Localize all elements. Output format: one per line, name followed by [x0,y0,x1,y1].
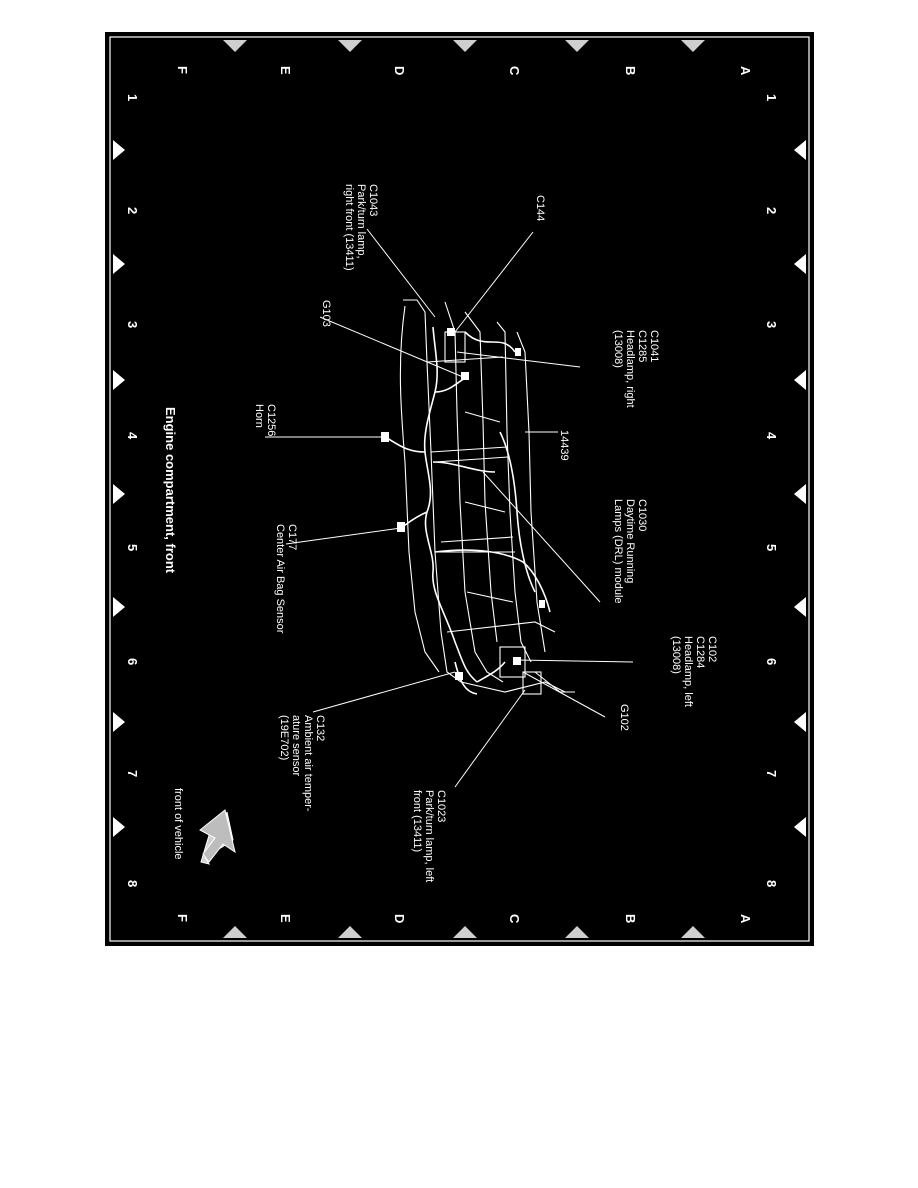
grid-letter-bottom-b: B [623,914,638,924]
callout-c1256-line-1: Horn [253,404,265,428]
grid-letter-top-d: D [392,66,407,76]
grid-letter-bottom-a: A [738,914,753,924]
callout-c177-line-0: C177 [286,524,298,551]
callout-c1030-line-1: Daytime Running [624,499,636,584]
zone-markers-top [223,40,705,52]
leader-g103 [320,317,463,377]
grid-number-left-4: 4 [125,432,140,440]
zone-markers-left [113,140,125,837]
callout-n14439-line-0: 14439 [558,430,570,461]
grid-letter-top-c: C [507,66,522,76]
callout-c1030-line-2: Lamps (DRL) module [612,499,624,604]
callout-c1041-line-3: (13008) [612,330,624,368]
grid-number-right-5: 5 [764,544,779,552]
grid-number-left-2: 2 [125,207,140,215]
callout-c1043-line-0: C1043 [367,184,379,217]
callout-g103-line-0: G103 [320,300,332,327]
grid-number-right-1: 1 [764,94,779,102]
callout-c102-line-0: C102 [706,636,718,663]
grid-letter-top-a: A [738,66,753,76]
callout-c132-line-2: ature sensor [290,715,302,777]
leader-c1023 [455,690,525,787]
grid-letter-top-f: F [175,66,190,74]
grid-letter-bottom-c: C [507,914,522,924]
leader-c132 [313,672,455,712]
grid-letter-bottom-e: E [278,914,293,923]
grid-number-right-7: 7 [764,770,779,778]
grid-number-right-6: 6 [764,658,779,666]
callout-c1041-line-1: C1285 [636,330,648,363]
grid-number-right-3: 3 [764,321,779,329]
zone-markers-right [794,140,806,837]
callout-c102-line-3: (13008) [670,636,682,674]
callout-c132-line-1: Ambient air temper- [302,715,314,812]
callout-c102-line-1: C1284 [694,636,706,669]
callout-c1041-line-0: C1041 [648,330,660,363]
grid-number-left-3: 3 [125,321,140,329]
grid-number-left-1: 1 [125,94,140,102]
grid-number-left-7: 7 [125,770,140,778]
front-arrow-icon [200,810,235,864]
grid-number-left-5: 5 [125,544,140,552]
callout-c1043-line-1: Park/turn lamp, [355,184,367,259]
wiring-diagram [105,32,814,946]
callout-c1041-line-2: Headlamp, right [624,330,636,408]
callout-c1023-line-0: C1023 [435,790,447,823]
leader-c177 [286,528,401,544]
callout-c102-line-2: Headlamp, left [682,636,694,707]
callout-c177-line-1: Center Air Bag Sensor [274,524,286,634]
grid-letter-top-b: B [623,66,638,76]
callout-c132-line-0: C132 [314,715,326,742]
callout-c132-line-3: (19E702) [278,715,290,761]
grid-number-left-8: 8 [125,880,140,888]
wiring-diagram-panel [105,32,814,946]
diagram-title: Engine compartment, front [163,407,178,574]
callout-c1023-line-1: Park/turn lamp, left [423,790,435,883]
leader-c1030 [483,472,600,602]
grid-letter-top-e: E [278,66,293,75]
callout-g102-line-0: G102 [618,704,630,731]
grid-number-left-6: 6 [125,658,140,666]
engine-compartment-drawing [400,300,575,694]
wire-harness [385,327,550,694]
callout-c1030-line-0: C1030 [636,499,648,532]
callout-c1256-line-0: C1256 [265,404,277,437]
connector-marks [381,328,545,680]
front-of-vehicle-label: front of vehicle [172,788,184,860]
leader-c144 [455,232,533,332]
grid-number-right-4: 4 [764,432,779,440]
grid-number-right-2: 2 [764,207,779,215]
callout-c1023-line-2: front (13411) [411,790,423,853]
grid-letter-bottom-f: F [175,914,190,922]
grid-letter-bottom-d: D [392,914,407,924]
zone-markers-bottom [223,926,705,938]
callout-c1043-line-2: right front (13411) [343,184,355,271]
leader-c1043 [367,229,435,317]
leader-c102 [517,660,633,662]
grid-number-right-8: 8 [764,880,779,888]
callout-c144-line-0: C144 [534,195,546,222]
